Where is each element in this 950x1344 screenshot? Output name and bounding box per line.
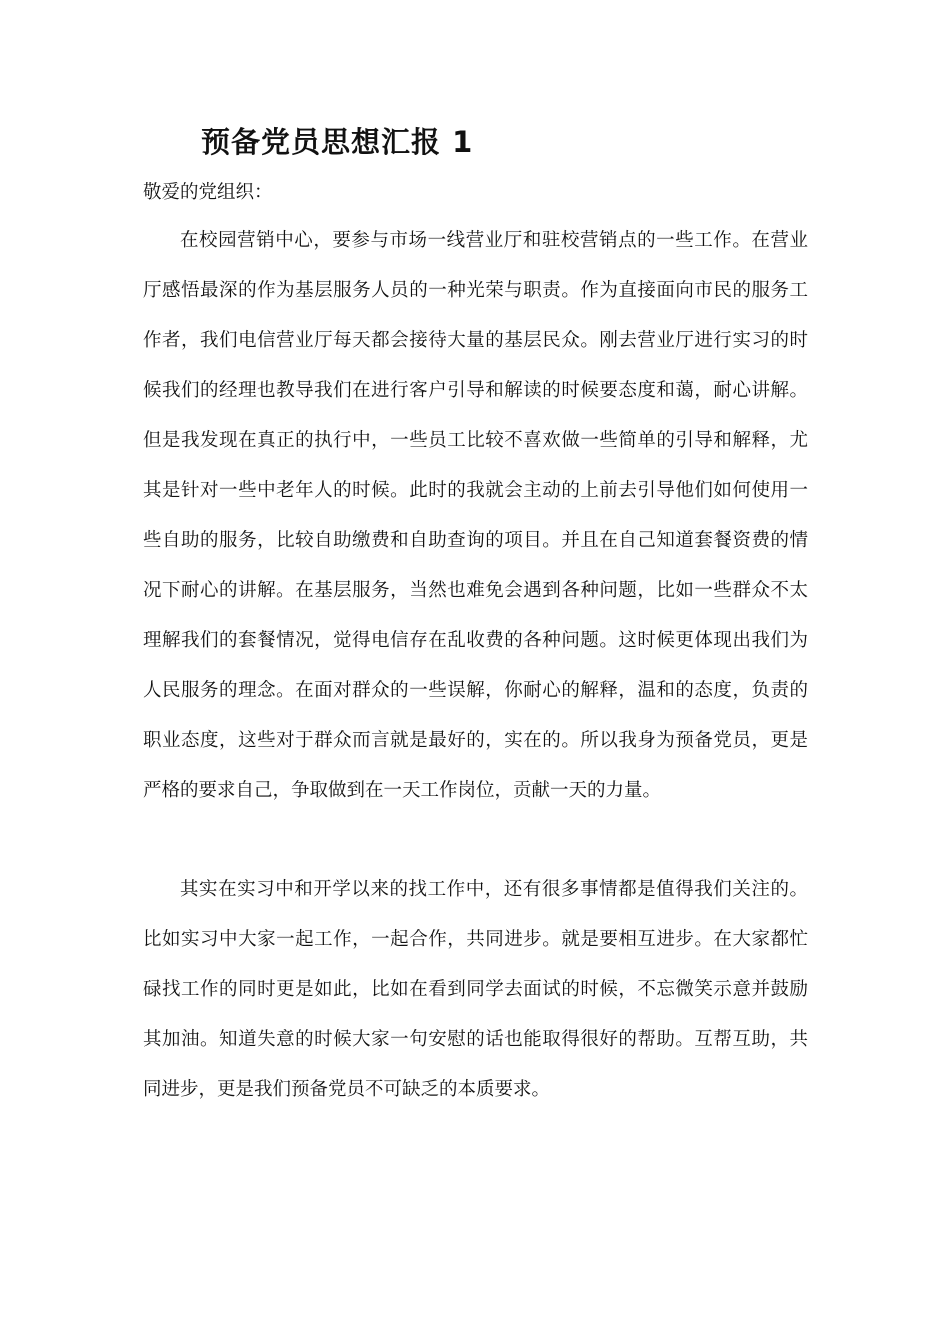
document-title: 预备党员思想汇报 1	[201, 125, 474, 159]
body-paragraph-2: 其实在实习中和开学以来的找工作中，还有很多事情都是值得我们关注的。比如实习中大家一起工作，一起合作，共同进步。就是要相互进步。在大家都忙碌找工作的同时更是如此，比如在看到同学去面试的时候，不忘微笑示意并鼓励其加油。知道失意的时候大家一句安慰的话也能取得很好的帮助。互帮互助，共同进步，更是我们预备党员不可缺乏的本质要求。	[143, 879, 808, 1100]
salutation: 敬爱的党组织：	[143, 182, 273, 203]
body-paragraph-1: 在校园营销中心，要参与市场一线营业厅和驻校营销点的一些工作。在营业厅感悟最深的作为基层服务人员的一种光荣与职责。作为直接面向市民的服务工作者，我们电信营业厅每天都会接待大量的基层民众。刚去营业厅进行实习的时候我们的经理也教导我们在进行客户引导和解读的时候要态度和蔼，耐心讲解。但是我发现在真正的执行中，一些员工比较不喜欢做一些简单的引导和解释，尤其是针对一些中老年人的时候。此时的我就会主动的上前去引导他们如何使用一些自助的服务，比较自助缴费和自助查询的项目。并且在自己知道套餐资费的情况下耐心的讲解。在基层服务，当然也难免会遇到各种问题，比如一些群众不太理解我们的套餐情况，觉得电信存在乱收费的各种问题。这时候更体现出我们为人民服务的理念。在面对群众的一些误解，你耐心的解释，温和的态度，负责的职业态度，这些对于群众而言就是最好的，实在的。所以我身为预备党员，更是严格的要求自己，争取做到在一天工作岗位，贡献一天的力量。	[143, 230, 808, 801]
